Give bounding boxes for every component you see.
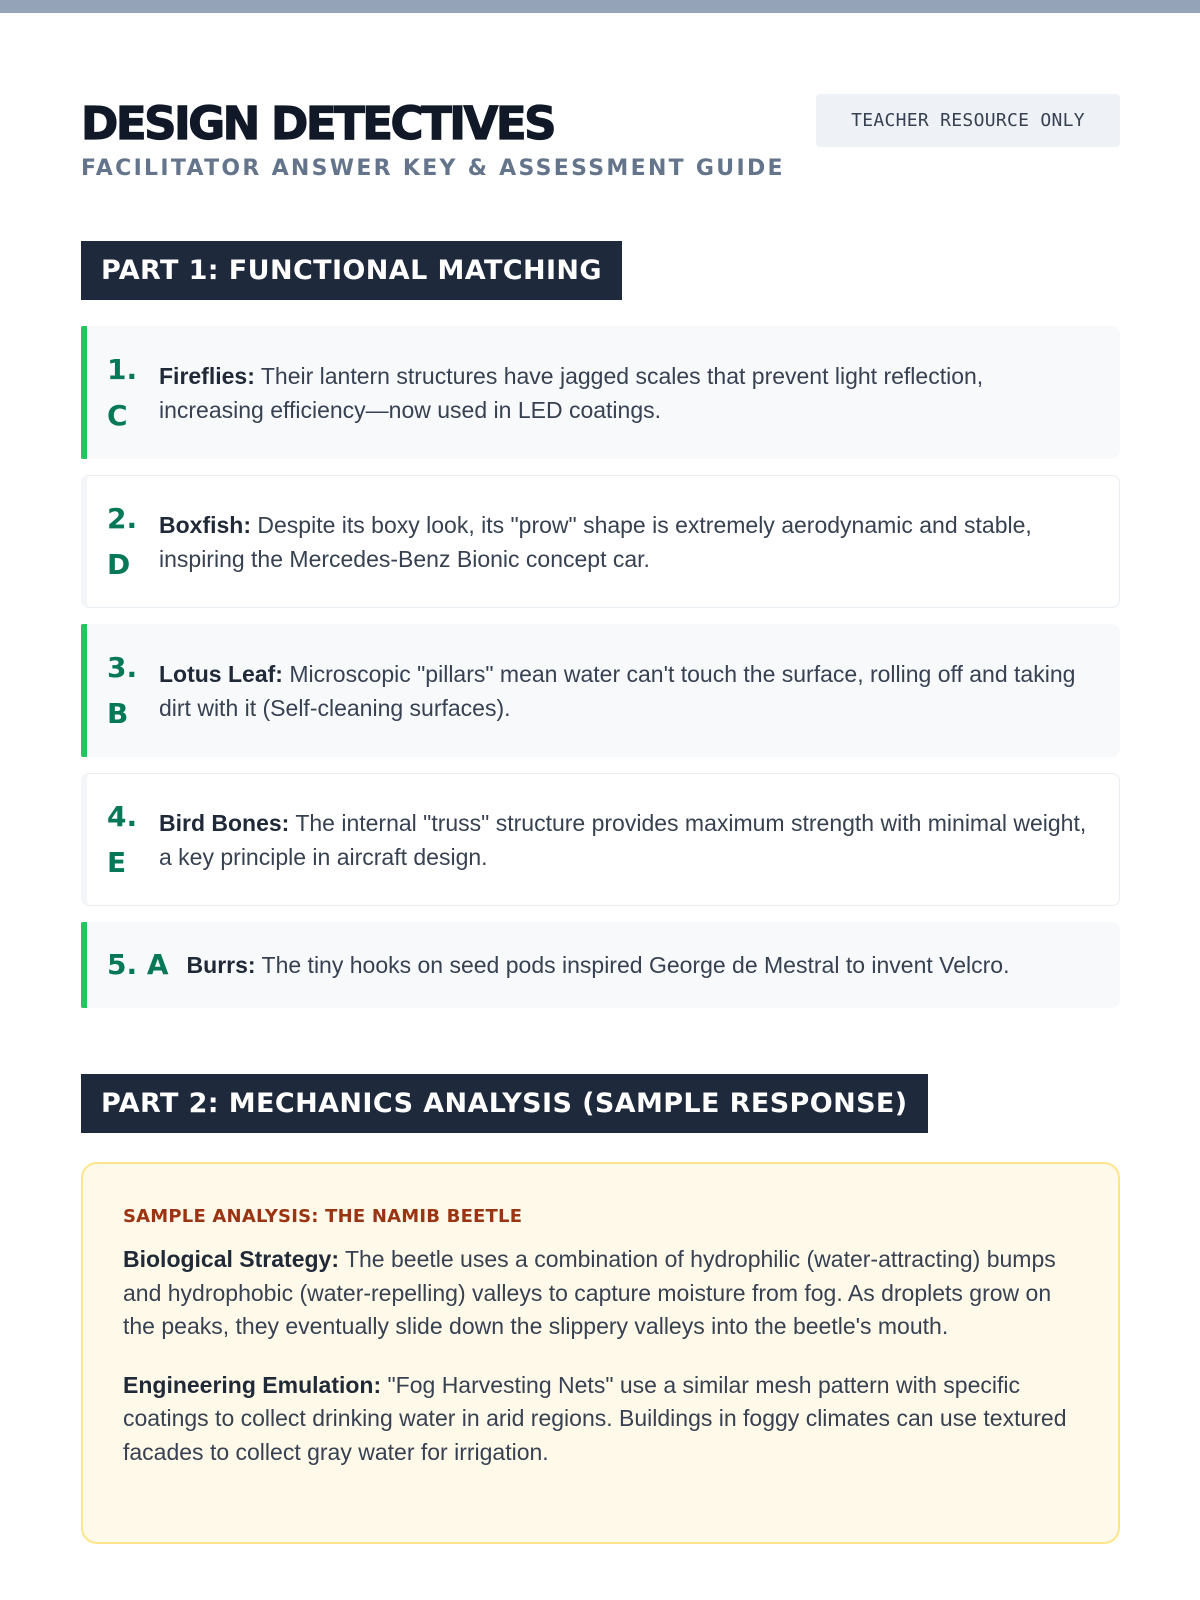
- answer-description: The internal "truss" structure provides maximum strength with minimal weight, a key principle in aircraft design.: [159, 809, 1087, 870]
- sample-label: SAMPLE ANALYSIS: THE NAMIB BEETLE: [123, 1206, 523, 1227]
- list-item: [81, 624, 1120, 757]
- strategy-term: Biological Strategy:: [123, 1246, 339, 1272]
- answer-number: 4.: [107, 799, 138, 833]
- answer-label: [107, 496, 159, 588]
- answer-label: [107, 645, 159, 737]
- answer-number: 1.: [107, 352, 138, 386]
- matching-answer-list: [81, 326, 1120, 1024]
- emulation-term: Engineering Emulation:: [123, 1371, 382, 1398]
- answer-explanation: [159, 359, 1090, 427]
- answer-term: Burrs:: [186, 952, 256, 978]
- engineering-emulation-paragraph: [123, 1369, 1078, 1470]
- strategy-text: The beetle uses a combination of hydrophilic (water-attracting) bumps and hydrophobic (water-repelling) valleys to capture moisture from fog. As droplets grow on the peaks, they eventually slide down the slippery valleys into the beetle's mouth.: [123, 1246, 1056, 1339]
- answer-number: 5.: [107, 948, 138, 981]
- answer-term: Bird Bones:: [159, 809, 290, 836]
- answer-number: 2.: [107, 501, 138, 535]
- part1-heading: PART 1: FUNCTIONAL MATCHING: [81, 241, 622, 300]
- answer-letter: E: [107, 845, 127, 879]
- page-header: [81, 94, 1120, 194]
- answer-description: Microscopic "pillars" mean water can't touch the surface, rolling off and taking dirt with it (Self-cleaning surfaces).: [159, 660, 1076, 721]
- answer-explanation: [187, 948, 1010, 982]
- list-item: [81, 475, 1120, 608]
- answer-explanation: [159, 508, 1089, 576]
- list-item: [81, 922, 1120, 1008]
- sample-response-box: [81, 1162, 1120, 1544]
- answer-label: [107, 794, 159, 886]
- list-item: [81, 326, 1120, 459]
- biological-strategy-paragraph: [123, 1243, 1078, 1344]
- answer-number: 3.: [107, 650, 138, 684]
- answer-letter: B: [107, 696, 129, 730]
- top-accent-bar: [0, 0, 1200, 13]
- answer-term: Fireflies:: [159, 362, 255, 389]
- answer-term: Boxfish:: [159, 511, 251, 538]
- page-title: DESIGN DETECTIVES: [81, 97, 554, 150]
- answer-label: [107, 347, 159, 439]
- answer-description: The tiny hooks on seed pods inspired George de Mestral to invent Velcro.: [255, 952, 1010, 978]
- answer-letter: C: [107, 398, 128, 432]
- page-subtitle: FACILITATOR ANSWER KEY & ASSESSMENT GUIDE: [81, 156, 785, 181]
- answer-description: Despite its boxy look, its "prow" shape is extremely aerodynamic and stable, inspiring the Mercedes-Benz Bionic concept car.: [159, 511, 1032, 572]
- answer-explanation: [159, 657, 1090, 725]
- list-item: [81, 773, 1120, 906]
- answer-description: Their lantern structures have jagged scales that prevent light reflection, increasing efficiency—now used in LED coatings.: [159, 362, 984, 423]
- answer-letter: D: [107, 547, 131, 581]
- answer-explanation: [159, 806, 1089, 874]
- answer-term: Lotus Leaf:: [159, 660, 283, 687]
- emulation-text: "Fog Harvesting Nets" use a similar mesh pattern with specific coatings to collect drinking water in arid regions. Buildings in foggy climates can use textured facades to collect gray water for irrigation.: [123, 1371, 1067, 1465]
- part2-heading: PART 2: MECHANICS ANALYSIS (SAMPLE RESPONSE): [81, 1074, 928, 1133]
- answer-letter: A: [146, 948, 169, 981]
- teacher-resource-badge: TEACHER RESOURCE ONLY: [816, 94, 1120, 147]
- answer-label: [107, 942, 169, 988]
